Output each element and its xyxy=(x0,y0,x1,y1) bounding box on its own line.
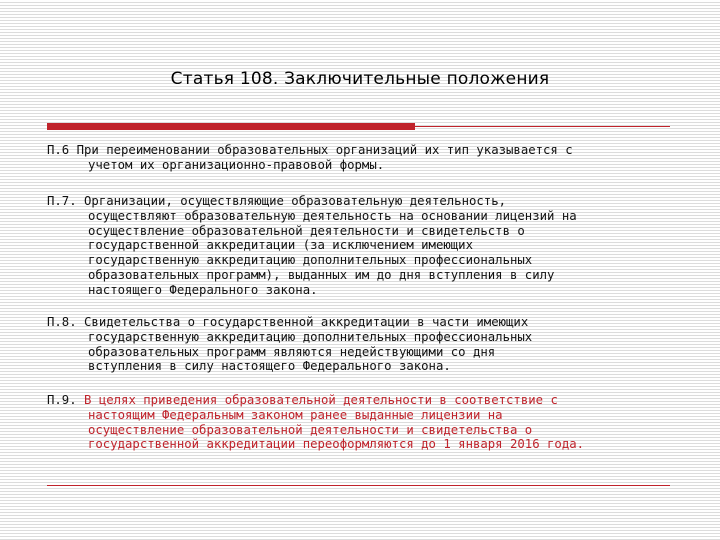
paragraph-7 xyxy=(47,194,677,298)
paragraph-line-highlight: настоящим Федеральным законом ранее выданные лицензии на xyxy=(88,407,503,422)
paragraph-line: настоящего Федерального закона. xyxy=(88,282,318,297)
paragraph-6 xyxy=(47,143,677,173)
paragraph-line: учетом их организационно-правовой формы. xyxy=(88,157,385,172)
title-divider-bar xyxy=(47,123,415,130)
paragraph-line-highlight: осуществление образовательной деятельности и свидетельства о xyxy=(88,422,533,437)
paragraph-line: вступления в силу настоящего Федерального закона. xyxy=(88,359,451,374)
slide-title: Статья 108. Заключительные положения xyxy=(170,69,550,89)
paragraph-9 xyxy=(47,393,677,452)
paragraph-line-first xyxy=(47,393,677,408)
paragraph-line: образовательных программ), выданных им до дня вступления в силу xyxy=(88,267,555,282)
paragraph-line: государственную аккредитацию дополнительных профессиональных xyxy=(88,329,533,344)
paragraph-line-highlight: В целях приведения образовательной деятельности в соответствие с xyxy=(84,393,558,407)
paragraph-line: П.8. Свидетельства о государственной аккредитации в части имеющих xyxy=(47,315,529,329)
paragraph-line: П.6 При переименовании образовательных организаций их тип указывается с xyxy=(47,143,573,157)
paragraph-line: осуществляют образовательную деятельность на основании лицензий на xyxy=(88,208,577,223)
paragraph-8 xyxy=(47,315,677,374)
paragraph-line: образовательных программ являются недействующими со дня xyxy=(88,344,496,359)
paragraph-line-highlight: государственной аккредитации переоформляются до 1 января 2016 года. xyxy=(88,437,585,452)
paragraph-line: государственную аккредитацию дополнительных профессиональных xyxy=(88,253,533,268)
paragraph-line: осуществление образовательной деятельности и свидетельств о xyxy=(88,223,525,238)
paragraph-line: П.7. Организации, осуществляющие образовательную деятельность, xyxy=(47,194,507,208)
paragraph-line: государственной аккредитации (за исключением имеющих xyxy=(88,238,473,253)
paragraph-number: П.9. xyxy=(47,393,77,407)
bottom-divider-line xyxy=(47,485,670,486)
